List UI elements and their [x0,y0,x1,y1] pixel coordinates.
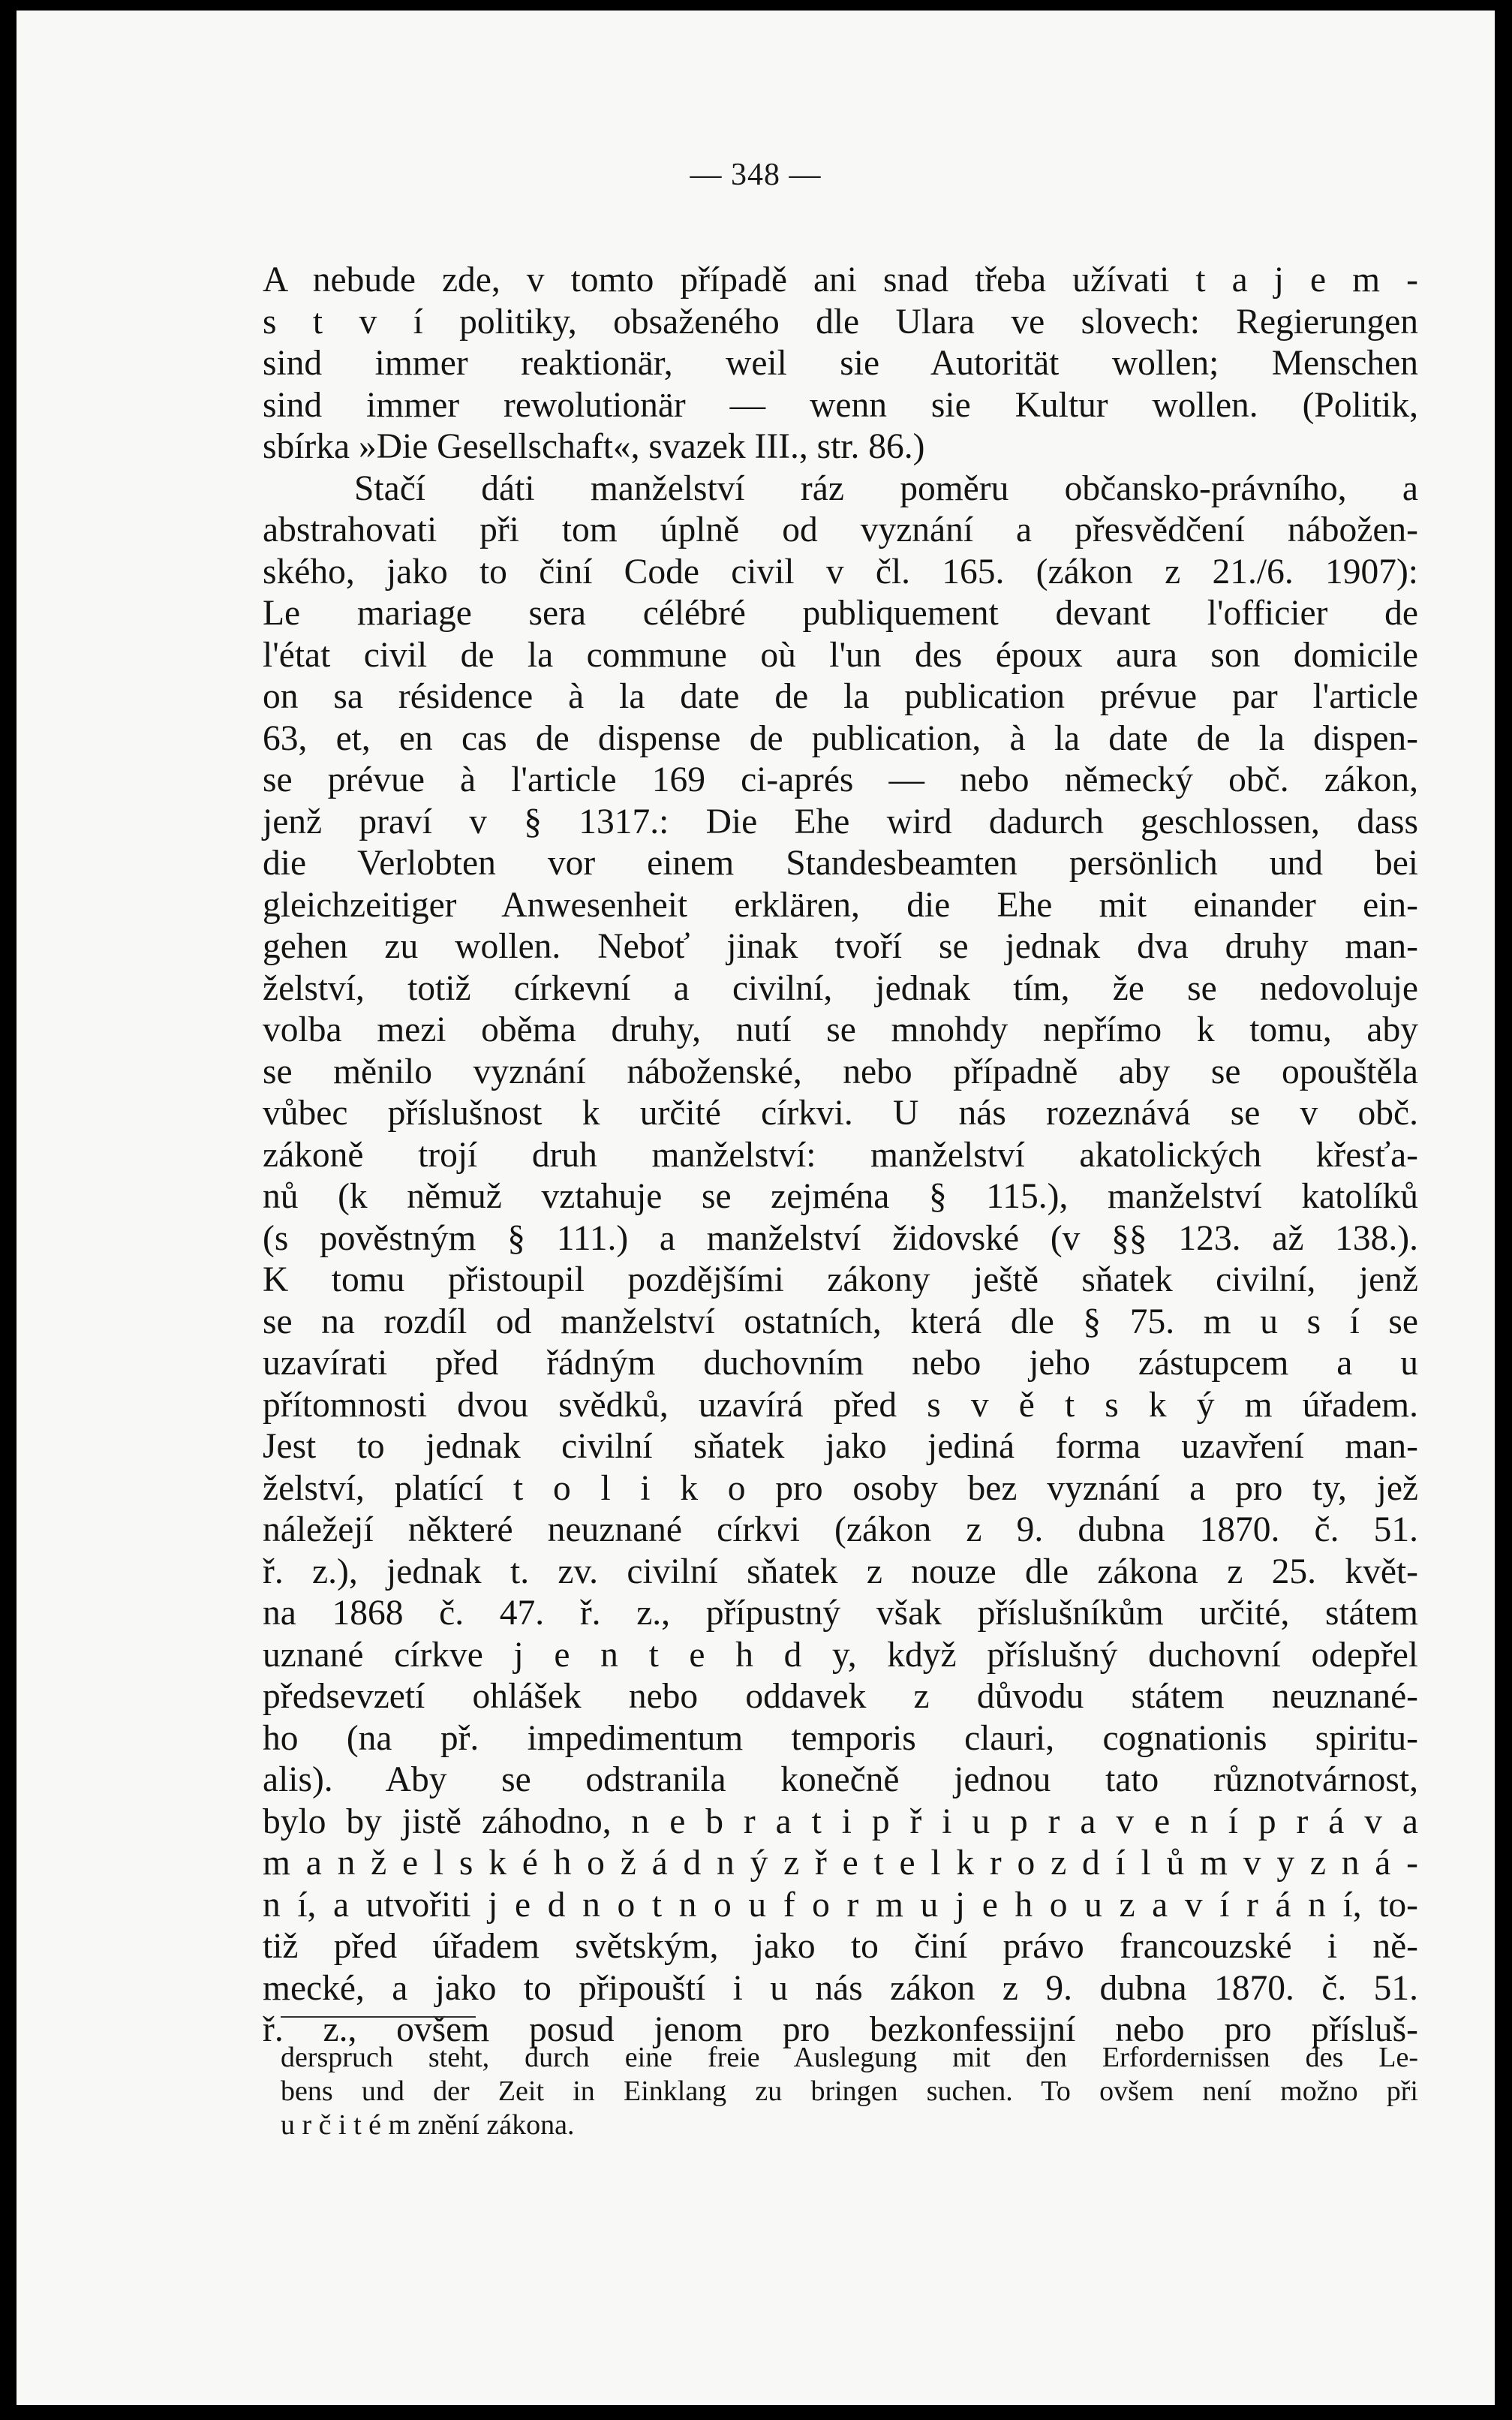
text-line: m a n ž e l s k é h o ž á d n ý z ř e t e l k r o z d í l ů m v y z n á - [263,1844,1418,1883]
text-line: želství, totiž církevní a civilní, jednak tím, že se nedovoluje [263,968,1418,1008]
text-line: gleichzeitiger Anwesenheit erklären, die Ehe mit einander ein- [263,885,1418,925]
text-line: Le mariage sera célébré publiquement devant l'officier de [263,594,1418,633]
text-line: alis). Aby se odstranila konečně jednou tato různotvárnost, [263,1760,1418,1799]
text-line: přítomnosti dvou svědků, uzavírá před s v ě t s k ý m úřadem. [263,1385,1418,1425]
text-line: (s pověstným § 111.) a manželství židovské (v §§ 123. až 138.). [263,1218,1418,1258]
text-line: sind immer rewolutionär — wenn sie Kultur wollen. (Politik, [263,385,1418,425]
text-line: uznané církve j e n t e h d y, když příslušný duchovní odepřel [263,1635,1418,1675]
text-line: Stačí dáti manželství ráz poměru občansko-právního, a [354,468,1418,508]
text-line: mecké, a jako to připouští i u nás zákon z 9. dubna 1870. č. 51. [263,1968,1418,2008]
text-line: K tomu přistoupil pozdějšími zákony ještě sňatek civilní, jenž [263,1260,1418,1299]
text-line: s t v í politiky, obsaženého dle Ulara ve slovech: Regierungen [263,302,1418,342]
text-line: se měnilo vyznání náboženské, nebo případně aby se opouštěla [263,1052,1418,1091]
text-line: abstrahovati při tom úplně od vyznání a přesvědčení nábožen- [263,510,1418,549]
book-page [17,11,1495,2405]
text-line: vůbec příslušnost k určité církvi. U nás rozeznává se v obč. [263,1094,1418,1133]
footnote-line: derspruch steht, durch eine freie Auslegung mit den Erfordernissen des Le- [281,2042,1418,2073]
text-line: on sa résidence à la date de la publication prévue par l'article [263,677,1418,716]
text-line: volba mezi oběma druhy, nutí se mnohdy nepřímo k tomu, aby [263,1010,1418,1049]
text-line: náležejí některé neuznané církvi (zákon z 9. dubna 1870. č. 51. [263,1510,1418,1549]
footnote [281,2041,1418,2142]
page-number: — 348 — [690,158,822,192]
main-text [263,260,1418,2051]
text-line: Jest to jednak civilní sňatek jako jediná forma uzavření man- [263,1427,1418,1466]
text-line: želství, platící t o l i k o pro osoby bez vyznání a pro ty, jež [263,1468,1418,1508]
text-line: nů (k němuž vztahuje se zejména § 115.), manželství katolíků [263,1177,1418,1216]
text-line: se prévue à l'article 169 ci-aprés — nebo německý obč. zákon, [263,760,1418,799]
footnote-line: bens und der Zeit in Einklang zu bringen suchen. To ovšem není možno při [281,2075,1418,2107]
text-line: tiž před úřadem světským, jako to činí právo francouzské i ně- [263,1927,1418,1966]
text-line: gehen zu wollen. Neboť jinak tvoří se jednak dva druhy man- [263,927,1418,966]
text-line: 63, et, en cas de dispense de publication, à la date de la dispen- [263,718,1418,758]
text-line: bylo by jistě záhodno, n e b r a t i p ř i u p r a v e n í p r á v a [263,1801,1418,1841]
text-line: ř. z., ovšem posud jenom pro bezkonfessijní nebo pro přísluš- [263,2010,1418,2049]
text-line: ho (na př. impedimentum temporis clauri, cognationis spiritu- [263,1718,1418,1758]
text-line: zákoně trojí druh manželství: manželství akatolických křesťa- [263,1135,1418,1175]
text-line: na 1868 č. 47. ř. z., přípustný však příslušníkům určité, státem [263,1594,1418,1633]
text-line: l'état civil de la commune où l'un des époux aura son domicile [263,635,1418,675]
text-line: uzavírati před řádným duchovním nebo jeho zástupcem a u [263,1344,1418,1383]
text-line: sbírka »Die Gesellschaft«, svazek III., str. 86.) [263,427,925,466]
text-line: ř. z.), jednak t. zv. civilní sňatek z nouze dle zákona z 25. květ- [263,1552,1418,1591]
text-line: A nebude zde, v tomto případě ani snad třeba užívati t a j e m - [263,260,1418,299]
text-line: die Verlobten vor einem Standesbeamten persönlich und bei [263,844,1418,883]
text-line: se na rozdíl od manželství ostatních, která dle § 75. m u s í se [263,1302,1418,1341]
text-line: n í, a utvořiti j e d n o t n o u f o r m u j e h o u z a v í r á n í, to- [263,1885,1418,1925]
footnote-divider [281,2016,476,2018]
footnote-line: u r č i t é m znění zákona. [281,2109,575,2141]
text-line: sind immer reaktionär, weil sie Autorität wollen; Menschen [263,344,1418,383]
text-line: předsevzetí ohlášek nebo oddavek z důvodu státem neuznané- [263,1677,1418,1716]
text-line: jenž praví v § 1317.: Die Ehe wird dadurch geschlossen, dass [263,802,1418,841]
text-line: ského, jako to činí Code civil v čl. 165. (zákon z 21./6. 1907): [263,552,1418,591]
